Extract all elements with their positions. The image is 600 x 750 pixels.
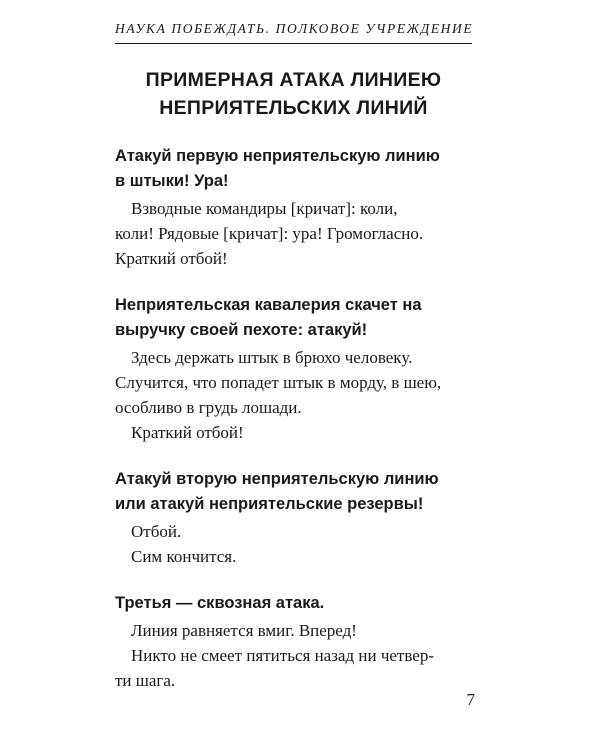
text-line: особливо в грудь лошади. [115,398,302,417]
chapter-title-line-1: ПРИМЕРНАЯ АТАКА ЛИНИЕЮ [145,69,442,91]
text-line: Взводные командиры [кричат]: коли, [131,199,398,218]
section-cavalry-attack [115,293,472,445]
section-second-line-attack [115,467,472,569]
section-heading [115,591,472,616]
text-line: Отбой. [131,522,182,541]
text-line: Сим кончится. [131,547,237,566]
header-rule [115,43,472,44]
paragraph [115,544,472,569]
section-heading [115,293,472,343]
page-number: 7 [466,690,475,709]
paragraph [115,345,472,420]
heading-line: Атакуй вторую неприятельскую линию [115,470,439,488]
text-line: Здесь держать штык в брюхо человеку. [131,348,413,367]
heading-line: Неприятельская кавалерия скачет на [115,296,422,314]
section-first-line-attack [115,144,472,271]
text-line: Краткий отбой! [131,423,244,442]
running-head: НАУКА ПОБЕЖДАТЬ. ПОЛКОВОЕ УЧРЕЖДЕНИЕ [115,21,474,36]
paragraph [115,196,472,271]
paragraph [115,618,472,643]
paragraph [115,643,472,693]
heading-line: в штыки! Ура! [115,172,229,190]
section-heading [115,144,472,194]
text-line: Случится, что попадет штык в морду, в шею, [115,373,442,392]
text-line: ти шага. [115,671,176,690]
text-line: Краткий отбой! [115,249,228,268]
heading-line: Третья — сквозная атака. [115,594,325,612]
chapter-title-line-2: НЕПРИЯТЕЛЬСКИХ ЛИНИЙ [159,97,428,119]
paragraph [115,420,472,445]
heading-line: Атакуй первую неприятельскую линию [115,147,440,165]
section-heading [115,467,472,517]
text-line: Никто не смеет пятиться назад ни четвер- [131,646,434,665]
heading-line: выручку своей пехоте: атакуй! [115,321,368,339]
page-content [115,144,472,715]
text-line: Линия равняется вмиг. Вперед! [131,621,357,640]
paragraph [115,519,472,544]
text-line: коли! Рядовые [кричат]: ура! Громогласно. [115,224,424,243]
heading-line: или атакуй неприятельские резервы! [115,495,424,513]
section-through-attack [115,591,472,693]
chapter-title [115,66,472,122]
